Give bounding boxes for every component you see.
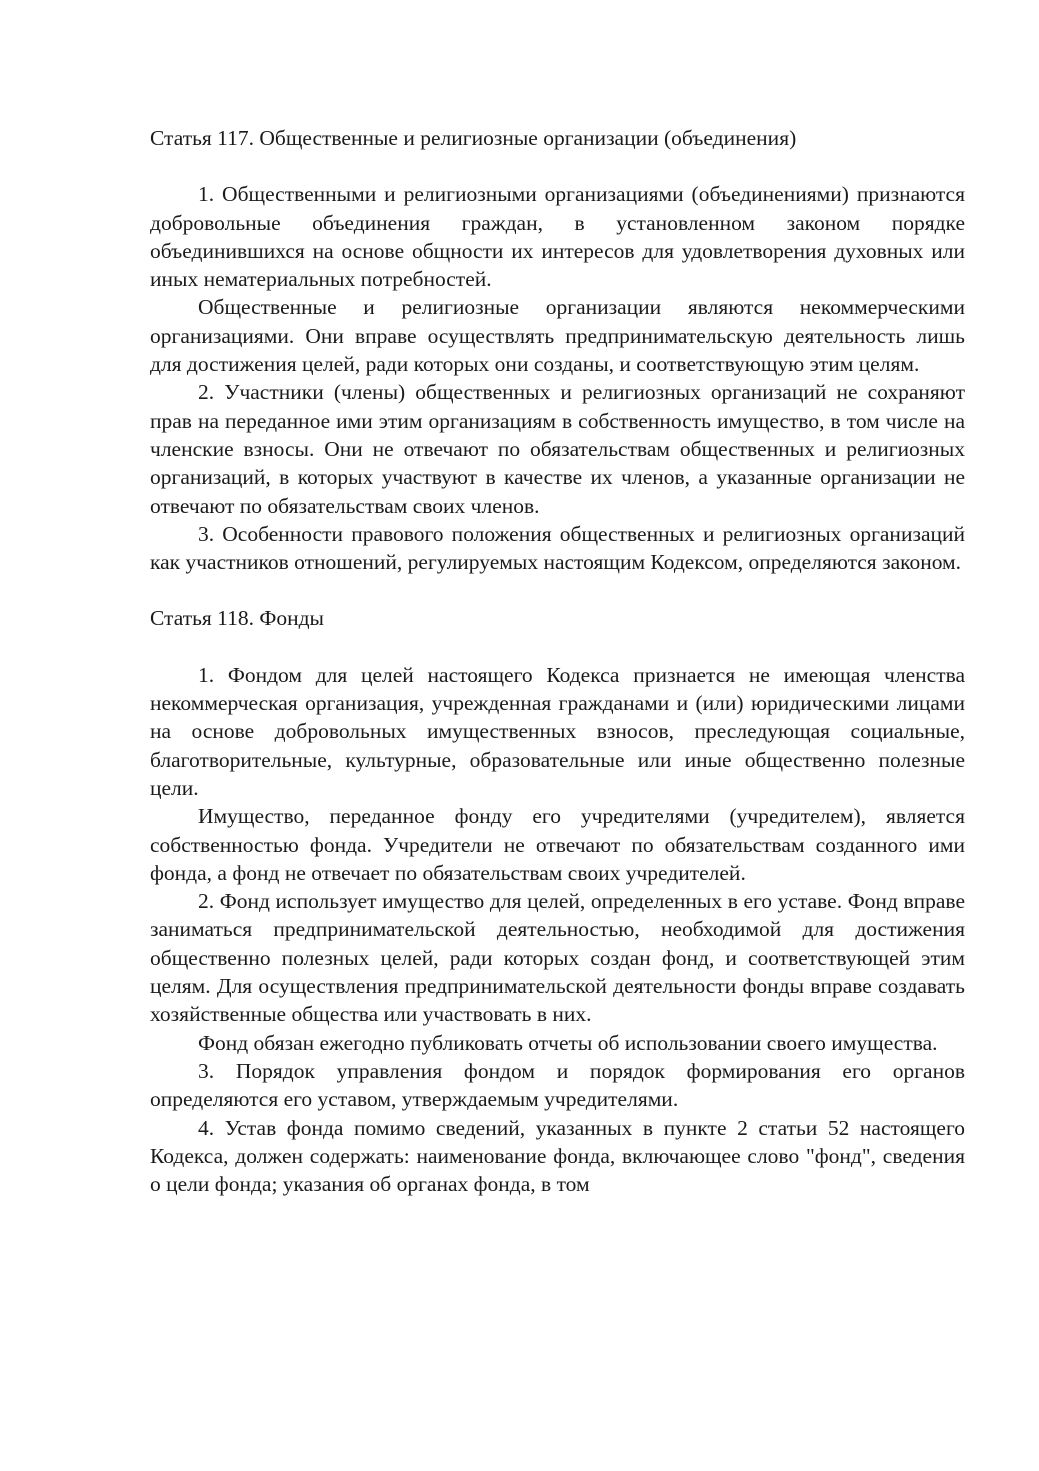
document-page (150, 124, 965, 1198)
article-118-heading: Статья 118. Фонды (150, 606, 324, 631)
article-117-paragraph: 1. Общественными и религиозными организациями (объединениями) признаются добровольные объединения граждан, в установленном законом порядке объединившихся на основе общности их интересов для удовлетворения духовных или иных нематериальных потребностей. (150, 182, 965, 292)
article-118-paragraph: 3. Порядок управления фондом и порядок формирования его органов определяются его уставом, утверждаемым учредителями. (150, 1058, 965, 1112)
article-117-heading: Статья 117. Общественные и религиозные организации (объединения) (150, 126, 797, 150)
article-117-paragraph: 2. Участники (члены) общественных и религиозных организаций не сохраняют прав на переданное ими этим организациям в собственность имущество, в том числе на членские взносы. Они не отвечают по обязательствам общественных и религиозных организаций, в которых участвуют в качестве их членов, а указанные организации не отвечают по обязательствам своих членов. (150, 380, 965, 518)
article-118-paragraph: 2. Фонд использует имущество для целей, определенных в его уставе. Фонд вправе заниматься предпринимательской деятельностью, необходимой для достижения общественно полезных целей, ради которых создан фонд, и соответствующей этим целям. Для осуществления предпринимательской деятельности фонды вправе создавать хозяйственные общества или участвовать в них. (150, 889, 965, 1027)
article-118-paragraph: Фонд обязан ежегодно публиковать отчеты об использовании своего имущества. (198, 1030, 938, 1055)
article-118-paragraph: 4. Устав фонда помимо сведений, указанных в пункте 2 статьи 52 настоящего Кодекса, должен содержать: наименование фонда, включающее слово "фонд", сведения о цели фонда; указания об органах фонда, в том (150, 1115, 965, 1197)
article-117-paragraph: 3. Особенности правового положения общественных и религиозных организаций как участников отношений, регулируемых настоящим Кодексом, определяются законом. (150, 521, 965, 575)
article-118-paragraph: Имущество, переданное фонду его учредителями (учредителем), является собственностью фонда. Учредители не отвечают по обязательствам созданного ими фонда, а фонд не отвечает по обязательствам своих учредителей. (150, 804, 965, 885)
article-117-paragraph: Общественные и религиозные организации являются некоммерческими организациями. Они вправе осуществлять предпринимательскую деятельность лишь для достижения целей, ради которых они созданы, и соответствующую этим целям. (150, 295, 965, 377)
article-118-paragraph: 1. Фондом для целей настоящего Кодекса признается не имеющая членства некоммерческая организация, учрежденная гражданами и (или) юридическими лицами на основе добровольных имущественных взносов, преследующая социальные, благотворительные, культурные, образовательные или иные общественно полезные цели. (150, 662, 965, 800)
